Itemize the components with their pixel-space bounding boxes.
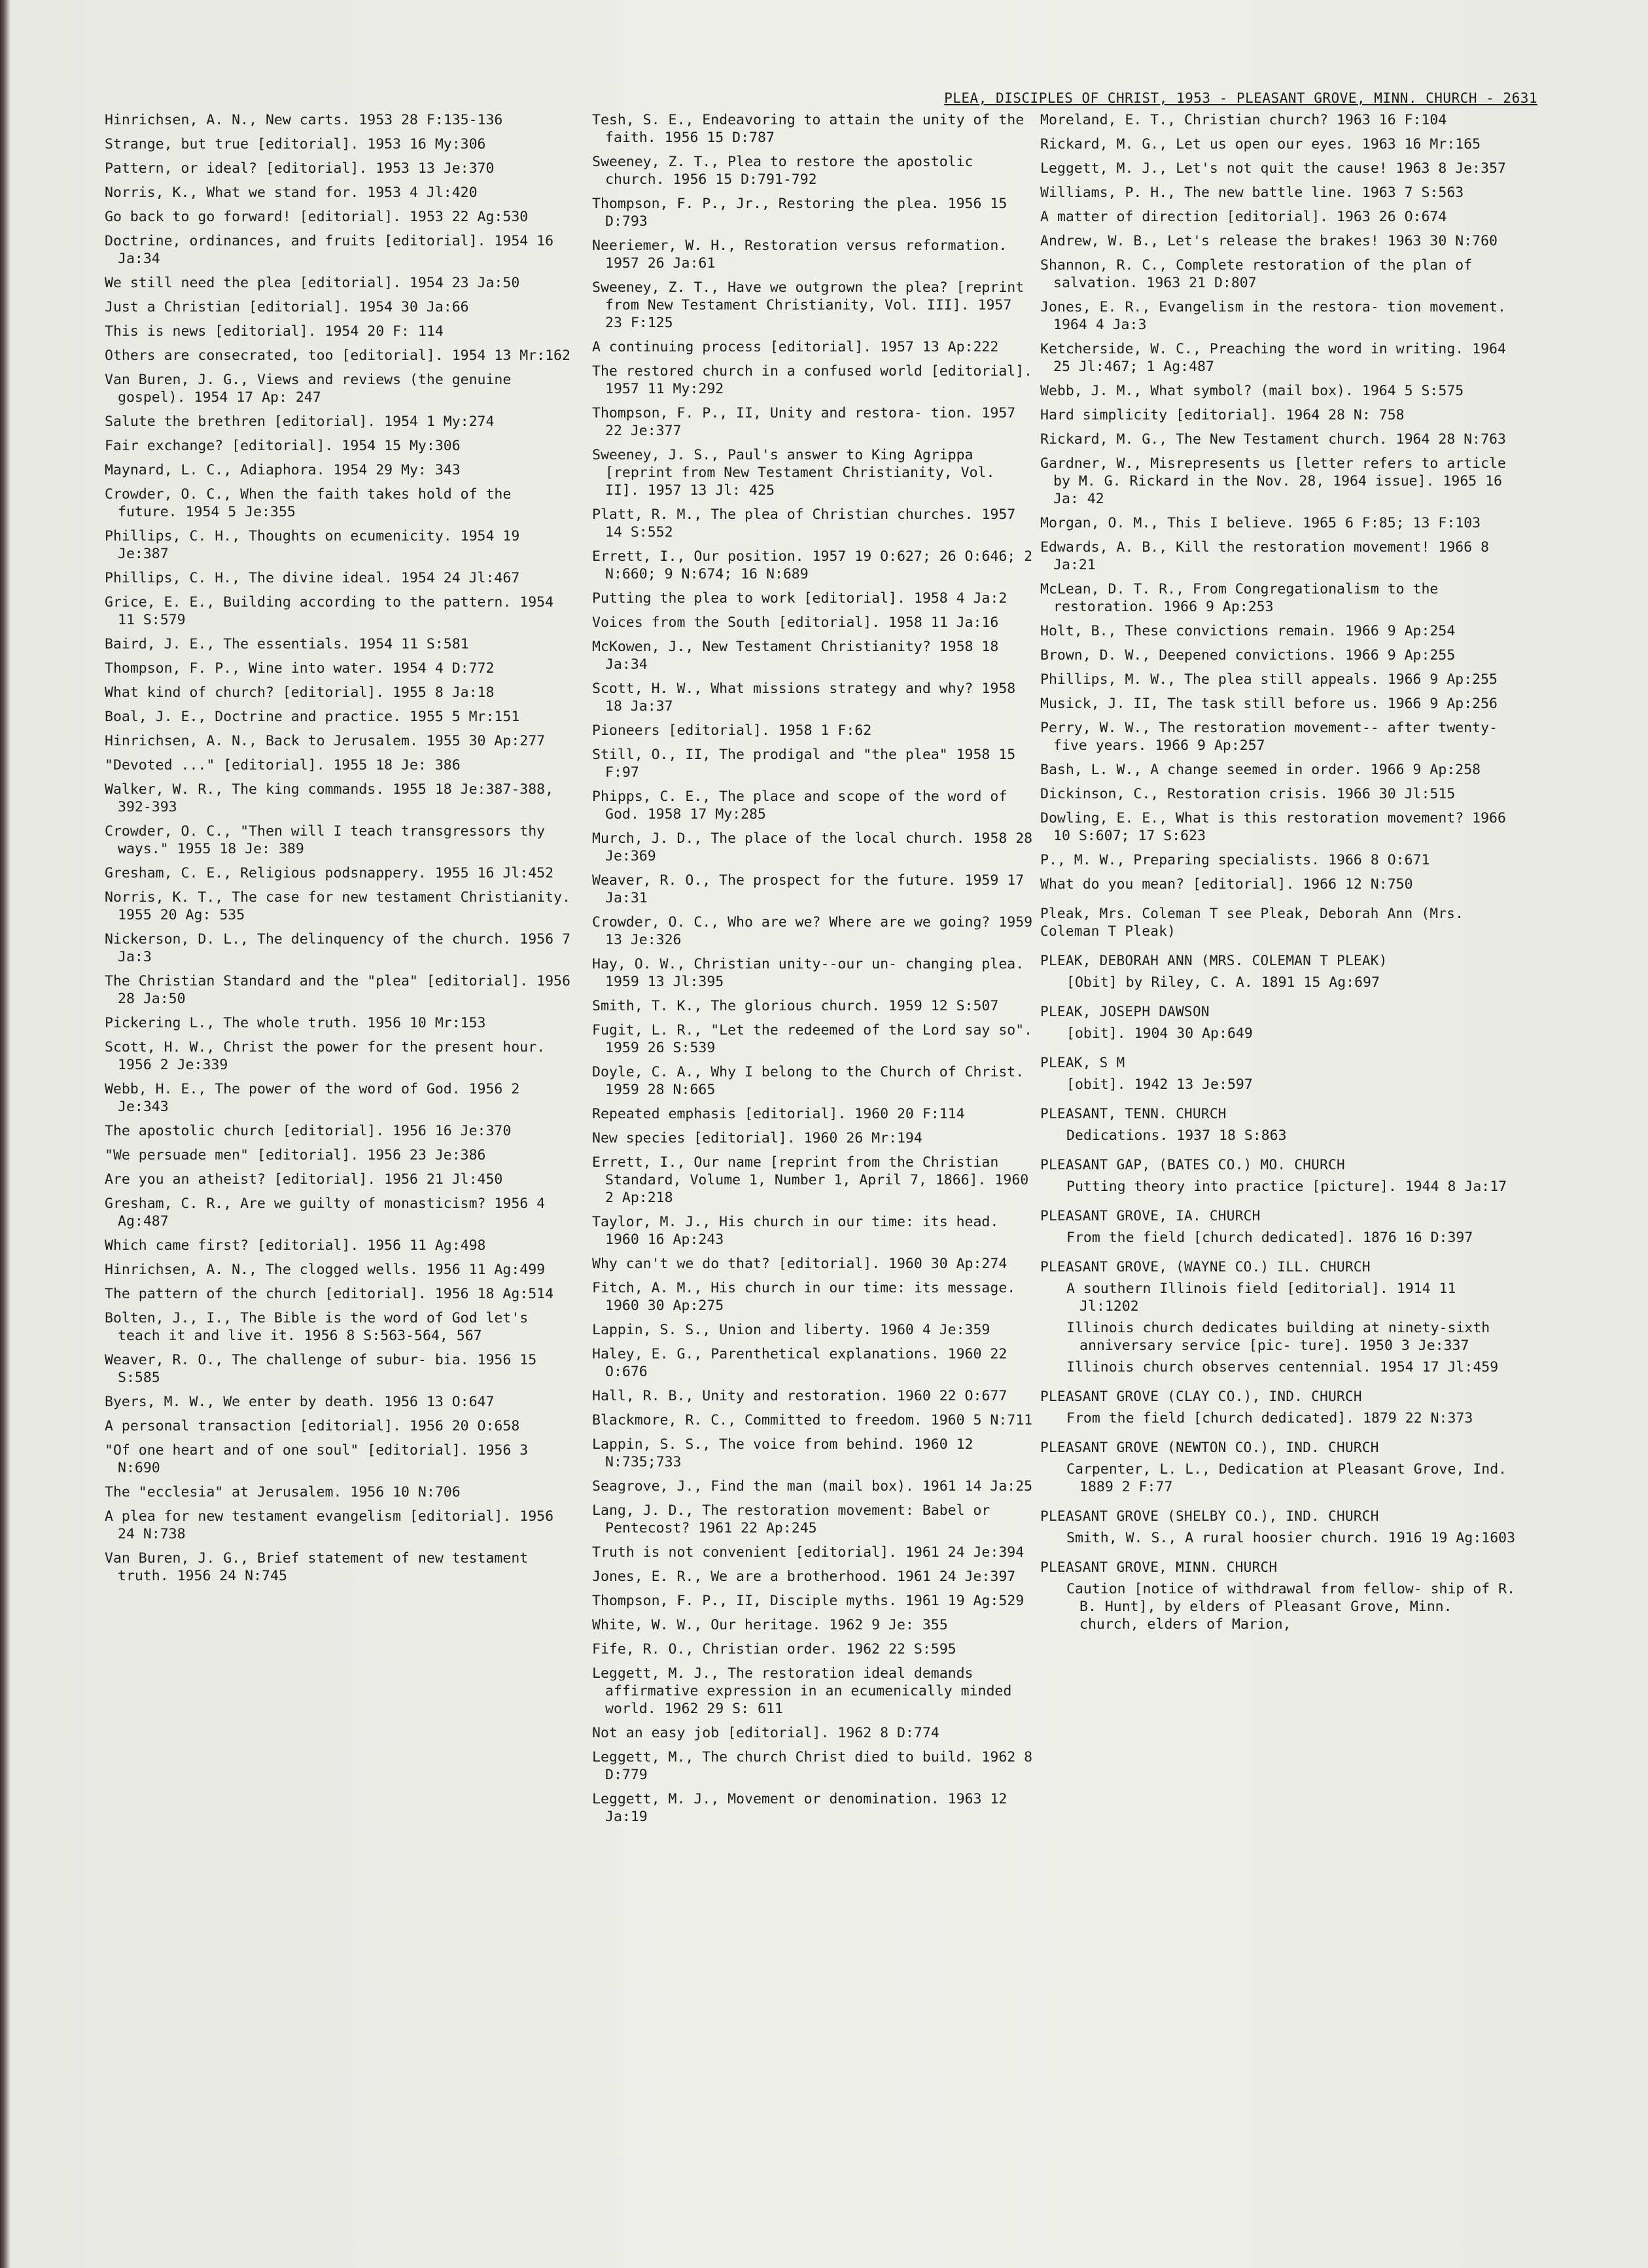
- index-entry: Others are consecrated, too [editorial]. 1954 13 Mr:162: [105, 347, 570, 364]
- index-entry: White, W. W., Our heritage. 1962 9 Je: 355: [592, 1617, 948, 1633]
- index-entry: Putting the plea to work [editorial]. 1958 4 Ja:2: [592, 590, 1008, 607]
- index-entry: Ketcherside, W. C., Preaching the word in writing. 1964 25 Jl:467; 1 Ag:487: [1040, 341, 1515, 375]
- index-entry: This is news [editorial]. 1954 20 F: 114: [105, 323, 444, 340]
- subject-heading: PLEASANT GROVE (SHELBY CO.), IND. CHURCH: [1040, 1508, 1379, 1524]
- index-entry: Just a Christian [editorial]. 1954 30 Ja:66: [105, 299, 469, 315]
- index-entry: Doctrine, ordinances, and fruits [editorial]. 1954 16 Ja:34: [105, 233, 562, 267]
- index-entry: Hay, O. W., Christian unity--our un- changing plea. 1959 13 Jl:395: [592, 956, 1033, 990]
- index-entry: Which came first? [editorial]. 1956 11 Ag:498: [105, 1237, 486, 1254]
- index-entry: Leggett, M. J., Let's not quit the cause! 1963 8 Je:357: [1040, 160, 1506, 177]
- index-entry: Gardner, W., Misrepresents us [letter refers to article by M. G. Rickard in the Nov. 28, 1964 issue]. 1965 16 Ja: 42: [1040, 455, 1515, 507]
- subject-entry: A southern Illinois field [editorial]. 1914 11 Jl:1202: [1066, 1281, 1465, 1315]
- index-entry: The Christian Standard and the "plea" [editorial]. 1956 28 Ja:50: [105, 973, 579, 1007]
- index-entry: Thompson, F. P., Jr., Restoring the plea. 1956 15 D:793: [592, 196, 1016, 230]
- subject-entry: [obit]. 1904 30 Ap:649: [1066, 1025, 1253, 1042]
- index-entry: McLean, D. T. R., From Congregationalism to the restoration. 1966 9 Ap:253: [1040, 581, 1447, 615]
- subject-entry: [obit]. 1942 13 Je:597: [1066, 1076, 1253, 1093]
- index-entry: Nickerson, D. L., The delinquency of the church. 1956 7 Ja:3: [105, 931, 579, 965]
- index-entry: Phipps, C. E., The place and scope of the word of God. 1958 17 My:285: [592, 788, 1016, 823]
- index-entry: Norris, K., What we stand for. 1953 4 Jl:420: [105, 185, 478, 201]
- index-entry: Crowder, O. C., Who are we? Where are we going? 1959 13 Je:326: [592, 914, 1042, 948]
- index-entry: Van Buren, J. G., Brief statement of new testament truth. 1956 24 N:745: [105, 1550, 537, 1584]
- index-entry: Holt, B., These convictions remain. 1966 9 Ap:254: [1040, 623, 1456, 639]
- index-entry: Scott, H. W., Christ the power for the present hour. 1956 2 Je:339: [105, 1039, 554, 1073]
- subject-entry: From the field [church dedicated]. 1876 16 D:397: [1066, 1230, 1473, 1246]
- page-header: PLEA, DISCIPLES OF CHRIST, 1953 - PLEASANT GROVE, MINN. CHURCH - 2631: [944, 90, 1537, 106]
- index-entry: Smith, T. K., The glorious church. 1959 12 S:507: [592, 998, 999, 1014]
- index-entry: Bash, L. W., A change seemed in order. 1966 9 Ap:258: [1040, 762, 1481, 778]
- index-entry: Platt, R. M., The plea of Christian churches. 1957 14 S:552: [592, 506, 1025, 540]
- index-entry: Fugit, L. R., "Let the redeemed of the Lord say so". 1959 26 S:539: [592, 1022, 1042, 1056]
- index-entry: A continuing process [editorial]. 1957 13 Ap:222: [592, 339, 999, 355]
- subject-heading: PLEASANT, TENN. CHURCH: [1040, 1106, 1227, 1122]
- index-entry: Hall, R. B., Unity and restoration. 1960 22 O:677: [592, 1388, 1008, 1404]
- index-entry: Neeriemer, W. H., Restoration versus reformation. 1957 26 Ja:61: [592, 238, 1016, 272]
- index-entry: Crowder, O. C., "Then will I teach transgressors thy ways." 1955 18 Je: 389: [105, 823, 554, 857]
- index-entry: Hard simplicity [editorial]. 1964 28 N: 758: [1040, 407, 1405, 423]
- index-entry: Sweeney, Z. T., Plea to restore the apostolic church. 1956 15 D:791-792: [592, 154, 982, 188]
- index-entry: Blackmore, R. C., Committed to freedom. 1960 5 N:711: [592, 1412, 1033, 1428]
- index-entry: Sweeney, Z. T., Have we outgrown the plea? [reprint from New Testament Christianity, Vol. III]. 1957 23 F:125: [592, 279, 1033, 331]
- index-entry: Pioneers [editorial]. 1958 1 F:62: [592, 722, 872, 739]
- index-entry: Thompson, F. P., II, Unity and restora- tion. 1957 22 Je:377: [592, 405, 1025, 439]
- subject-heading: PLEASANT GROVE, MINN. CHURCH: [1040, 1559, 1278, 1575]
- index-entry: Haley, E. G., Parenthetical explanations. 1960 22 O:676: [592, 1346, 1016, 1380]
- index-entry: Andrew, W. B., Let's release the brakes! 1963 30 N:760: [1040, 233, 1498, 249]
- subject-heading: PLEASANT GROVE (NEWTON CO.), IND. CHURCH: [1040, 1440, 1379, 1455]
- index-entry: Dickinson, C., Restoration crisis. 1966 30 Jl:515: [1040, 786, 1456, 802]
- index-entry: Byers, M. W., We enter by death. 1956 13 O:647: [105, 1394, 495, 1410]
- index-entry: Fife, R. O., Christian order. 1962 22 S:595: [592, 1641, 956, 1657]
- subject-entry: [Obit] by Riley, C. A. 1891 15 Ag:697: [1066, 974, 1380, 991]
- index-entry: Bolten, J., I., The Bible is the word of God let's teach it and live it. 1956 8 S:563-564, 567: [105, 1310, 537, 1344]
- subject-entry: Illinois church dedicates building at ninety-sixth anniversary service [pic- ture]. 1950 3 Je:337: [1066, 1320, 1499, 1354]
- index-entry: The apostolic church [editorial]. 1956 16 Je:370: [105, 1123, 512, 1139]
- index-entry: Not an easy job [editorial]. 1962 8 D:774: [592, 1725, 939, 1741]
- index-entry: Thompson, F. P., II, Disciple myths. 1961 19 Ag:529: [592, 1593, 1025, 1609]
- subject-entry: Illinois church observes centennial. 1954 17 Jl:459: [1066, 1359, 1499, 1375]
- index-entry: The restored church in a confused world [editorial]. 1957 11 My:292: [592, 363, 1042, 397]
- index-entry: Leggett, M. J., Movement or denomination. 1963 12 Ja:19: [592, 1791, 1016, 1825]
- index-entry: Fitch, A. M., His church in our time: its message. 1960 30 Ap:275: [592, 1280, 1025, 1314]
- index-entry: Why can't we do that? [editorial]. 1960 30 Ap:274: [592, 1256, 1008, 1272]
- index-entry: Edwards, A. B., Kill the restoration movement! 1966 8 Ja:21: [1040, 539, 1498, 573]
- index-entry: Fair exchange? [editorial]. 1954 15 My:306: [105, 438, 461, 454]
- index-entry: Moreland, E. T., Christian church? 1963 16 F:104: [1040, 112, 1447, 128]
- index-entry: Doyle, C. A., Why I belong to the Church of Christ. 1959 28 N:665: [592, 1064, 1033, 1098]
- index-entry: A plea for new testament evangelism [editorial]. 1956 24 N:738: [105, 1508, 562, 1542]
- subject-heading: PLEASANT GAP, (BATES CO.) MO. CHURCH: [1040, 1157, 1345, 1173]
- index-entry: McKowen, J., New Testament Christianity? 1958 18 Ja:34: [592, 639, 1008, 673]
- index-entry: We still need the plea [editorial]. 1954 23 Ja:50: [105, 275, 520, 291]
- index-entry: Boal, J. E., Doctrine and practice. 1955 5 Mr:151: [105, 709, 520, 725]
- subject-entry: Dedications. 1937 18 S:863: [1066, 1127, 1287, 1144]
- index-entry: Baird, J. E., The essentials. 1954 11 S:581: [105, 636, 469, 652]
- index-entry: Strange, but true [editorial]. 1953 16 My:306: [105, 136, 486, 152]
- index-entry: Perry, W. W., The restoration movement-- after twenty-five years. 1966 9 Ap:257: [1040, 720, 1498, 754]
- index-entry: Lang, J. D., The restoration movement: Babel or Pentecost? 1961 22 Ap:245: [592, 1502, 999, 1536]
- index-entry: What kind of church? [editorial]. 1955 8 Ja:18: [105, 684, 495, 701]
- index-entry: Gresham, C. E., Religious podsnappery. 1955 16 Jl:452: [105, 865, 554, 881]
- index-entry: Crowder, O. C., When the faith takes hold of the future. 1954 5 Je:355: [105, 486, 520, 520]
- index-entry: New species [editorial]. 1960 26 Mr:194: [592, 1130, 922, 1146]
- index-entry: Pickering L., The whole truth. 1956 10 Mr:153: [105, 1015, 486, 1031]
- index-entry: "Of one heart and of one soul" [editorial]. 1956 3 N:690: [105, 1442, 537, 1476]
- index-entry: Salute the brethren [editorial]. 1954 1 My:274: [105, 414, 495, 430]
- index-entry: Musick, J. II, The task still before us. 1966 9 Ap:256: [1040, 696, 1498, 712]
- index-entry: Are you an atheist? [editorial]. 1956 21 Jl:450: [105, 1171, 503, 1188]
- subject-entry: Caution [notice of withdrawal from fellow- ship of R. B. Hunt], by elders of Pleasant Grove, Minn. church, elders of Marion,: [1066, 1581, 1524, 1633]
- index-entry: Lappin, S. S., Union and liberty. 1960 4 Je:359: [592, 1322, 991, 1338]
- subject-heading: PLEAK, JOSEPH DAWSON: [1040, 1004, 1210, 1019]
- subject-entry: Putting theory into practice [picture]. 1944 8 Ja:17: [1066, 1178, 1507, 1195]
- index-entry: Morgan, O. M., This I believe. 1965 6 F:85; 13 F:103: [1040, 515, 1481, 531]
- index-entry: Still, O., II, The prodigal and "the plea" 1958 15 F:97: [592, 747, 1025, 781]
- index-entry: Maynard, L. C., Adiaphora. 1954 29 My: 343: [105, 462, 461, 478]
- index-entry: Weaver, R. O., The challenge of subur- bia. 1956 15 S:585: [105, 1352, 546, 1386]
- subject-heading: PLEASANT GROVE, (WAYNE CO.) ILL. CHURCH: [1040, 1259, 1371, 1275]
- index-entry: Hinrichsen, A. N., Back to Jerusalem. 1955 30 Ap:277: [105, 733, 546, 749]
- index-entry: Pattern, or ideal? [editorial]. 1953 13 Je:370: [105, 160, 495, 177]
- index-entry: Scott, H. W., What missions strategy and why? 1958 18 Ja:37: [592, 681, 1025, 715]
- index-entry: Seagrove, J., Find the man (mail box). 1961 14 Ja:25: [592, 1478, 1033, 1495]
- index-entry: Murch, J. D., The place of the local church. 1958 28 Je:369: [592, 830, 1042, 864]
- index-entry: Phillips, C. H., Thoughts on ecumenicity. 1954 19 Je:387: [105, 528, 529, 562]
- subject-heading: PLEAK, S M: [1040, 1055, 1125, 1071]
- index-entry: A matter of direction [editorial]. 1963 26 O:674: [1040, 209, 1447, 225]
- index-entry: Brown, D. W., Deepened convictions. 1966 9 Ap:255: [1040, 647, 1456, 664]
- index-entry: Hinrichsen, A. N., New carts. 1953 28 F:135-136: [105, 112, 503, 128]
- index-entry: Grice, E. E., Building according to the pattern. 1954 11 S:579: [105, 594, 562, 628]
- index-entry: Walker, W. R., The king commands. 1955 18 Je:387-388, 392-393: [105, 781, 562, 815]
- index-entry: Go back to go forward! [editorial]. 1953 22 Ag:530: [105, 209, 529, 225]
- index-entry: Truth is not convenient [editorial]. 1961 24 Je:394: [592, 1544, 1025, 1561]
- index-entry: Voices from the South [editorial]. 1958 11 Ja:16: [592, 614, 999, 631]
- index-entry: Jones, E. R., We are a brotherhood. 1961 24 Je:397: [592, 1568, 1016, 1585]
- index-entry: Lappin, S. S., The voice from behind. 1960 12 N:735;733: [592, 1436, 982, 1470]
- index-entry: Webb, H. E., The power of the word of God. 1956 2 Je:343: [105, 1081, 529, 1115]
- index-entry: "We persuade men" [editorial]. 1956 23 Je:386: [105, 1147, 486, 1163]
- index-entry: P., M. W., Preparing specialists. 1966 8 O:671: [1040, 852, 1430, 868]
- index-entry: Weaver, R. O., The prospect for the future. 1959 17 Ja:31: [592, 872, 1033, 906]
- subject-entry: Smith, W. S., A rural hoosier church. 1916 19 Ag:1603: [1066, 1530, 1516, 1546]
- subject-heading: Pleak, Mrs. Coleman T see Pleak, Deborah Ann (Mrs. Coleman T Pleak): [1040, 906, 1464, 939]
- subject-entry: Carpenter, L. L., Dedication at Pleasant Grove, Ind. 1889 2 F:77: [1066, 1461, 1516, 1495]
- index-entry: Shannon, R. C., Complete restoration of the plan of salvation. 1963 21 D:807: [1040, 257, 1481, 291]
- index-entry: Leggett, M. J., The restoration ideal demands affirmative expression in an ecumenically minded world. 1962 29 S: 611: [592, 1665, 1021, 1717]
- column-3: [1040, 111, 1524, 1637]
- index-entry: Rickard, M. G., The New Testament church. 1964 28 N:763: [1040, 431, 1506, 448]
- index-entry: What do you mean? [editorial]. 1966 12 N:750: [1040, 876, 1413, 893]
- index-entry: Leggett, M., The church Christ died to build. 1962 8 D:779: [592, 1749, 1042, 1783]
- index-entry: Errett, I., Our name [reprint from the Christian Standard, Volume 1, Number 1, April 7, 1866]. 1960 2 Ap:218: [592, 1154, 1038, 1206]
- index-entry: Webb, J. M., What symbol? (mail box). 1964 5 S:575: [1040, 383, 1464, 399]
- index-entry: Gresham, C. R., Are we guilty of monasticism? 1956 4 Ag:487: [105, 1196, 554, 1230]
- index-entry: Williams, P. H., The new battle line. 1963 7 S:563: [1040, 185, 1464, 201]
- index-entry: Hinrichsen, A. N., The clogged wells. 1956 11 Ag:499: [105, 1262, 546, 1278]
- subject-heading: PLEAK, DEBORAH ANN (MRS. COLEMAN T PLEAK): [1040, 953, 1388, 968]
- index-entry: Errett, I., Our position. 1957 19 O:627; 26 O:646; 2 N:660; 9 N:674; 16 N:689: [592, 548, 1042, 582]
- subject-heading: PLEASANT GROVE, IA. CHURCH: [1040, 1208, 1261, 1224]
- index-entry: Rickard, M. G., Let us open our eyes. 1963 16 Mr:165: [1040, 136, 1481, 152]
- index-entry: Sweeney, J. S., Paul's answer to King Agrippa [reprint from New Testament Christianity, Vol. II]. 1957 13 Jl: 425: [592, 447, 1004, 499]
- index-entry: "Devoted ..." [editorial]. 1955 18 Je: 386: [105, 757, 461, 773]
- subject-heading: PLEASANT GROVE (CLAY CO.), IND. CHURCH: [1040, 1389, 1362, 1404]
- column-1: [105, 111, 579, 1591]
- column-2: [592, 111, 1042, 1832]
- index-entry: Repeated emphasis [editorial]. 1960 20 F:114: [592, 1106, 965, 1122]
- index-entry: Phillips, C. H., The divine ideal. 1954 24 Jl:467: [105, 570, 520, 586]
- index-entry: Norris, K. T., The case for new testament Christianity. 1955 20 Ag: 535: [105, 889, 579, 923]
- subject-entry: From the field [church dedicated]. 1879 22 N:373: [1066, 1410, 1473, 1426]
- index-entry: The "ecclesia" at Jerusalem. 1956 10 N:706: [105, 1484, 461, 1500]
- index-entry: A personal transaction [editorial]. 1956 20 O:658: [105, 1418, 520, 1434]
- index-entry: Thompson, F. P., Wine into water. 1954 4 D:772: [105, 660, 495, 677]
- index-entry: Dowling, E. E., What is this restoration movement? 1966 10 S:607; 17 S:623: [1040, 810, 1515, 844]
- index-entry: Taylor, M. J., His church in our time: its head. 1960 16 Ap:243: [592, 1214, 1008, 1248]
- index-entry: The pattern of the church [editorial]. 1956 18 Ag:514: [105, 1286, 554, 1302]
- index-entry: Jones, E. R., Evangelism in the restora- tion movement. 1964 4 Ja:3: [1040, 299, 1515, 333]
- index-entry: Van Buren, J. G., Views and reviews (the genuine gospel). 1954 17 Ap: 247: [105, 372, 520, 406]
- index-entry: Tesh, S. E., Endeavoring to attain the unity of the faith. 1956 15 D:787: [592, 112, 1033, 146]
- index-entry: Phillips, M. W., The plea still appeals. 1966 9 Ap:255: [1040, 671, 1498, 688]
